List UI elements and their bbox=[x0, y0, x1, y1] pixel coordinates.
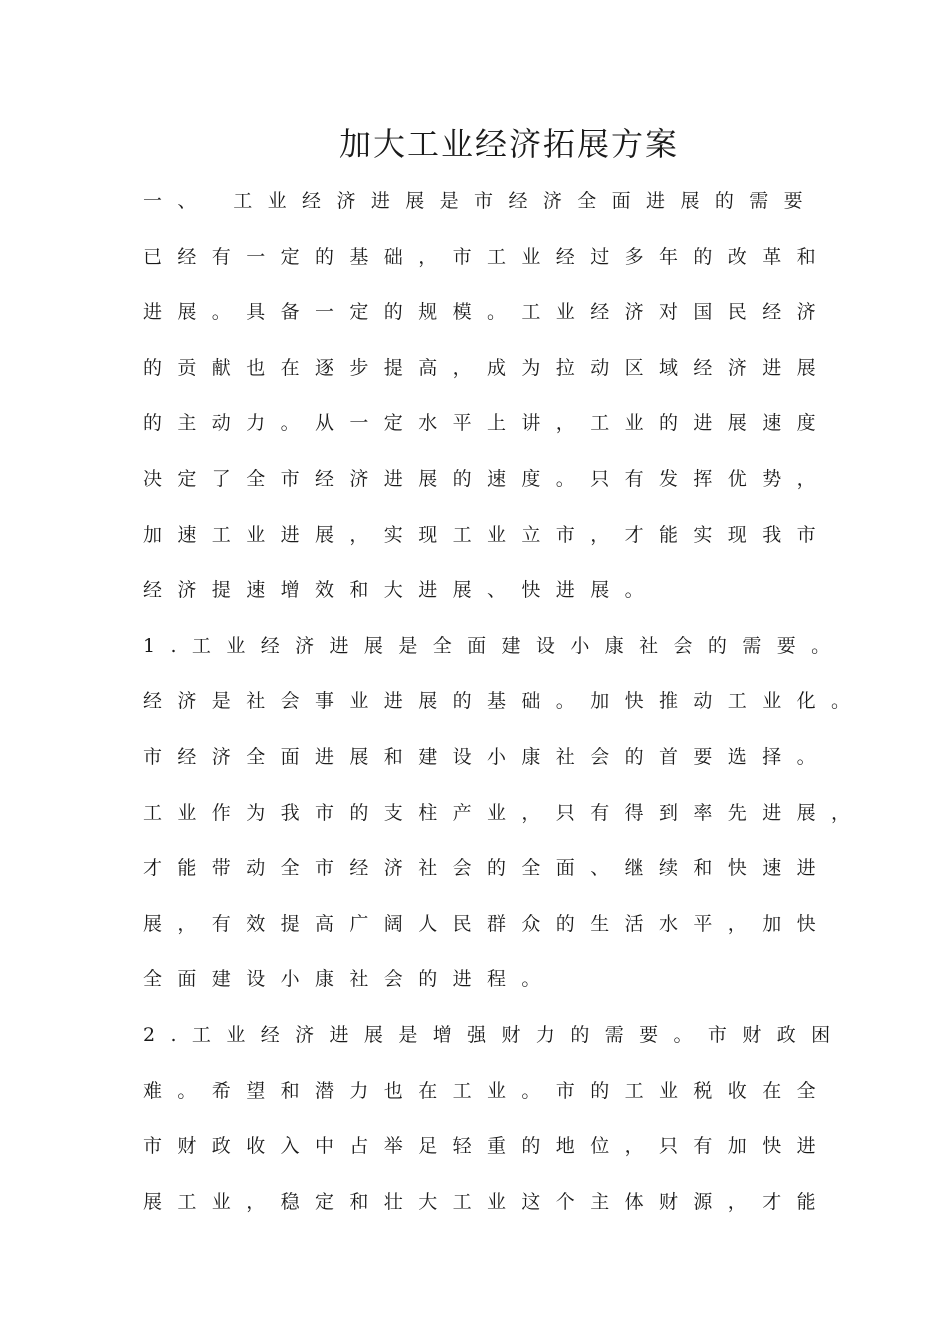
text-line: 展工业，稳定和壮大工业这个主体财源，才能 bbox=[143, 1190, 832, 1213]
text-line: 2.工业经济进展是增强财力的需要。市财政困 bbox=[143, 1023, 846, 1046]
text-line: 市经济全面进展和建设小康社会的首要选择。 bbox=[143, 745, 832, 768]
text-line: 工业作为我市的支柱产业，只有得到率先进展， bbox=[143, 801, 866, 824]
document-body bbox=[143, 181, 866, 1237]
text-line: 全面建设小康社会的进程。 bbox=[143, 968, 556, 991]
text-line: 决定了全市经济进展的速度。只有发挥优势， bbox=[143, 467, 832, 490]
text-line: 一、 工业经济进展是市经济全面进展的需要 bbox=[143, 190, 819, 212]
text-line: 才能带动全市经济社会的全面、继续和快速进 bbox=[143, 857, 832, 880]
text-line: 难。希望和潜力也在工业。市的工业税收在全 bbox=[143, 1079, 832, 1102]
text-line: 进展。具备一定的规模。工业经济对国民经济 bbox=[143, 301, 832, 324]
text-line: 1.工业经济进展是全面建设小康社会的需要。 bbox=[143, 634, 846, 657]
text-line: 加速工业进展，实现工业立市，才能实现我市 bbox=[143, 523, 832, 546]
text-line: 的贡献也在逐步提高，成为拉动区域经济进展 bbox=[143, 356, 832, 379]
text-line: 市财政收入中占举足轻重的地位，只有加快进 bbox=[143, 1135, 832, 1158]
text-line: 已经有一定的基础，市工业经过多年的改革和 bbox=[143, 245, 832, 268]
text-line: 经济是社会事业进展的基础。加快推动工业化。 bbox=[143, 690, 866, 713]
text-line: 的主动力。从一定水平上讲，工业的进展速度 bbox=[143, 412, 832, 435]
text-line: 经济提速增效和大进展、快进展。 bbox=[143, 579, 660, 602]
text-line: 展，有效提高广阔人民群众的生活水平，加快 bbox=[143, 912, 832, 935]
document-title: 加大工业经济拓展方案 bbox=[338, 125, 679, 163]
